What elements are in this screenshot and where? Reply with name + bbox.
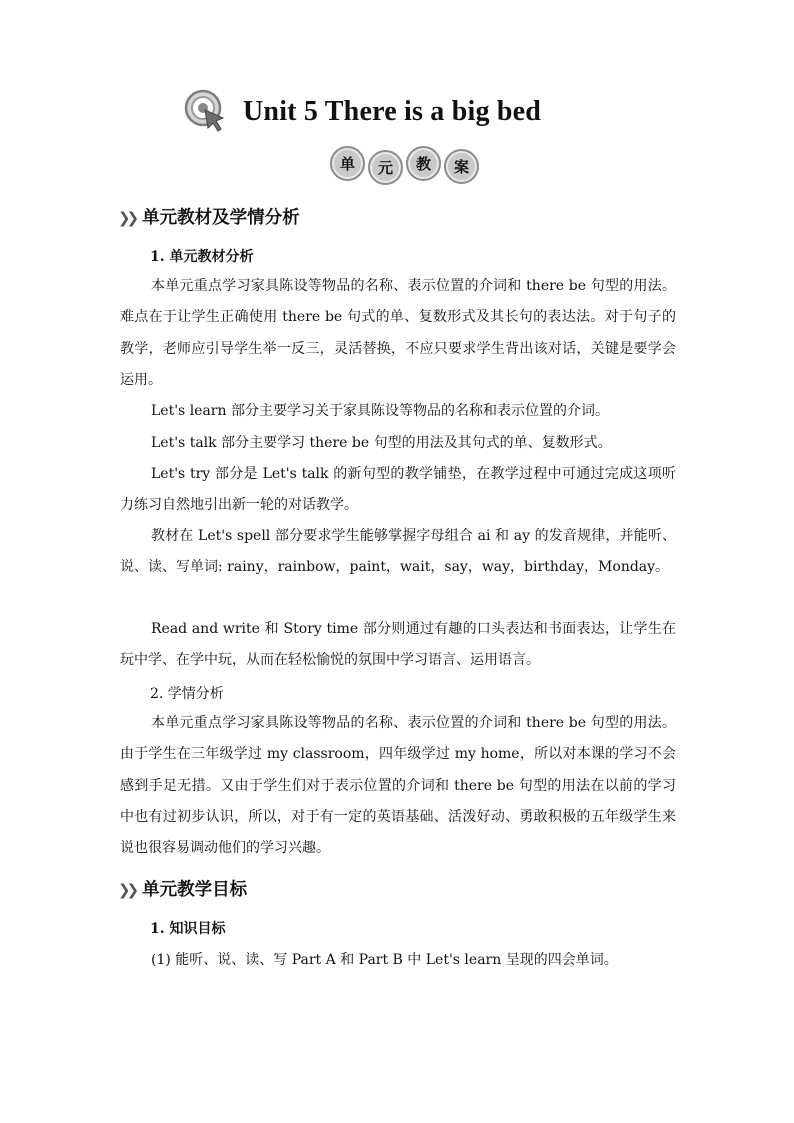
section-heading-text: 单元教学目标: [142, 880, 248, 900]
double-chevron-icon: ❯❯: [118, 881, 136, 899]
badge-char: 案: [444, 149, 479, 184]
section-heading-analysis: [118, 204, 300, 229]
section-heading-objectives: [118, 876, 247, 901]
objective-item: (1) 能听、说、读、写 Part A 和 Part B 中 Let's learn 呈现的四会单词。: [151, 952, 618, 968]
section-heading-text: 单元教材及学情分析: [142, 208, 300, 228]
paragraph: Let's talk 部分主要学习 there be 句型的用法及其句式的单、复数形式。: [151, 435, 612, 451]
page-title: Unit 5 There is a big bed: [243, 96, 542, 127]
badge-char: 单: [330, 146, 365, 181]
subheading-student-analysis: 2. 学情分析: [150, 686, 224, 702]
paragraph: 本单元重点学习家具陈设等物品的名称、表示位置的介词和 there be 句型的用法。难点在于让学生正确使用 there be 句式的单、复数形式及其长句的表达法。对于句子的教学，老师应引导学生举一反三，灵活替换，不应只要求学生背出该对话，关键是要学会运用。: [120, 278, 676, 388]
badge-char: 教: [406, 146, 441, 181]
paragraph: Let's learn 部分主要学习关于家具陈设等物品的名称和表示位置的介词。: [151, 403, 609, 419]
subheading-material-analysis: 1. 单元教材分析: [150, 249, 254, 265]
paragraph: 教材在 Let's spell 部分要求学生能够掌握字母组合 ai 和 ay 的发音规律，并能听、说、读、写单词: rainy，rainbow，paint，wait，say，way，birthday，Monday。: [120, 528, 676, 576]
paragraph: 本单元重点学习家具陈设等物品的名称、表示位置的介词和 there be 句型的用法。由于学生在三年级学过 my classroom，四年级学过 my home，所以对本课的学习不会感到手足无措。又由于学生们对于表示位置的介词和 there be 句型的用法在以前的学习中也有过初步认识，所以，对于有一定的英语基础、活泼好动、勇敢积极的五年级学生来说也很容易调动他们的学习兴趣。: [120, 715, 676, 857]
target-cursor-icon: [183, 88, 229, 134]
title-row: [0, 84, 794, 144]
paragraph: Read and write 和 Story time 部分则通过有趣的口头表达和书面表达，让学生在玩中学、在学中玩，从而在轻松愉悦的氛围中学习语言、运用语言。: [120, 621, 676, 669]
unit-plan-badges: [330, 146, 479, 182]
double-chevron-icon: ❯❯: [118, 209, 136, 227]
subheading-knowledge-goals: 1. 知识目标: [150, 921, 226, 937]
badge-char: 元: [368, 150, 403, 185]
paragraph: Let's try 部分是 Let's talk 的新句型的教学铺垫，在教学过程中可通过完成这项听力练习自然地引出新一轮的对话教学。: [120, 466, 676, 514]
